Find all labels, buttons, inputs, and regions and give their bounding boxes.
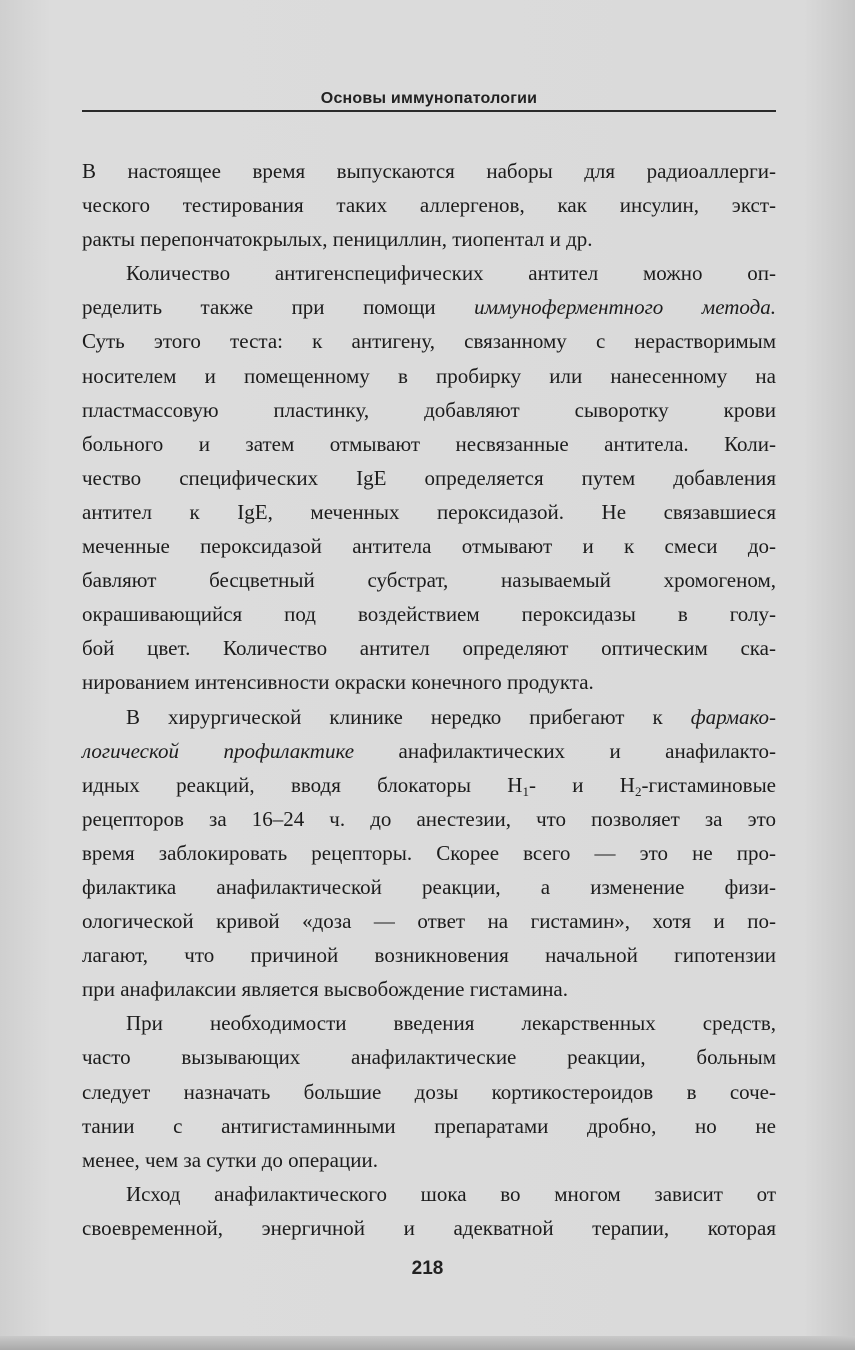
text-line: при анафилаксии является высвобождение гистамина.: [82, 977, 569, 1002]
text-run: - и Н: [528, 772, 635, 797]
page-bottom-edge: [0, 1336, 855, 1350]
text-line: Исход анафилактического шока во многом зависит от: [126, 1181, 776, 1206]
text-line: носителем и помещенному в пробирку или нанесенному на: [82, 363, 776, 388]
text-run: В хирургической клинике нередко прибегают к: [126, 704, 691, 729]
text-line: лагают, что причиной возникновения начальной гипотензии: [82, 943, 776, 968]
text-line: ческого тестирования таких аллергенов, как инсулин, экст-: [82, 193, 776, 218]
text-run: идных реакций, вводя блокаторы Н: [82, 772, 523, 797]
text-line: [82, 700, 776, 734]
text-line: своевременной, энергичной и адекватной терапии, которая: [82, 1215, 776, 1240]
emphasized-term: фармако-: [690, 704, 776, 729]
text-line: рецепторов за 16–24 ч. до анестезии, что позволяет за это: [82, 806, 776, 831]
paragraph-5: [82, 1177, 776, 1245]
paragraph-1: [82, 154, 776, 256]
text-line: чество специфических IgE определяется путем добавления: [82, 465, 776, 490]
text-line: филактика анафилактической реакции, а изменение физи-: [82, 874, 776, 899]
text-line: антител к IgE, меченных пероксидазой. Не связавшиеся: [82, 499, 776, 524]
emphasized-term: логической профилактике: [82, 738, 355, 763]
body-text: [82, 154, 776, 1245]
text-run: -гистаминовые: [641, 772, 776, 797]
text-line: окрашивающийся под воздействием пероксидазы в голу-: [82, 602, 776, 627]
text-line: менее, чем за сутки до операции.: [82, 1147, 378, 1172]
text-line: пластмассовую пластинку, добавляют сыворотку крови: [82, 397, 776, 422]
paragraph-4: [82, 1006, 776, 1176]
emphasized-term: иммуноферментного метода.: [474, 295, 776, 320]
text-line: ологической кривой «доза — ответ на гистамин», хотя и по-: [82, 909, 776, 934]
text-line: [82, 290, 776, 324]
running-header-title: Основы иммунопатологии: [320, 90, 538, 107]
text-line: В настоящее время выпускаются наборы для радиоаллерги-: [82, 159, 776, 183]
text-run: анафилактических и анафилакто-: [354, 738, 776, 763]
subscript: 2: [634, 783, 642, 799]
running-header: [82, 88, 776, 112]
text-line: меченные пероксидазой антитела отмывают и к смеси до-: [82, 534, 776, 559]
paragraph-3: [82, 700, 776, 1007]
text-line: нированием интенсивности окраски конечного продукта.: [82, 670, 594, 695]
text-line: часто вызывающих анафилактические реакции, больным: [82, 1045, 776, 1070]
text-line: следует назначать большие дозы кортикостероидов в соче-: [82, 1079, 776, 1104]
page-number: 218: [411, 1258, 444, 1279]
text-line: Количество антигенспецифических антител можно оп-: [126, 261, 776, 286]
header-rule: [82, 110, 776, 112]
text-line: ракты перепончатокрылых, пенициллин, тиопентал и др.: [82, 227, 593, 252]
text-line: бавляют бесцветный субстрат, называемый хромогеном,: [82, 568, 776, 593]
text-line: При необходимости введения лекарственных средств,: [126, 1011, 776, 1036]
subscript: 1: [522, 783, 529, 799]
text-run: ределить также при помощи: [82, 295, 475, 320]
text-line: тании с антигистаминными препаратами дробно, но не: [82, 1113, 776, 1138]
text-line: больного и затем отмывают несвязанные антитела. Коли-: [82, 431, 776, 456]
text-line: [82, 768, 776, 802]
text-line: [82, 734, 776, 768]
paragraph-2: [82, 256, 776, 699]
text-line: время заблокировать рецепторы. Скорее всего — это не про-: [82, 840, 776, 865]
text-line: Суть этого теста: к антигену, связанному с нерастворимым: [82, 329, 776, 354]
text-line: бой цвет. Количество антител определяют оптическим ска-: [82, 636, 776, 661]
